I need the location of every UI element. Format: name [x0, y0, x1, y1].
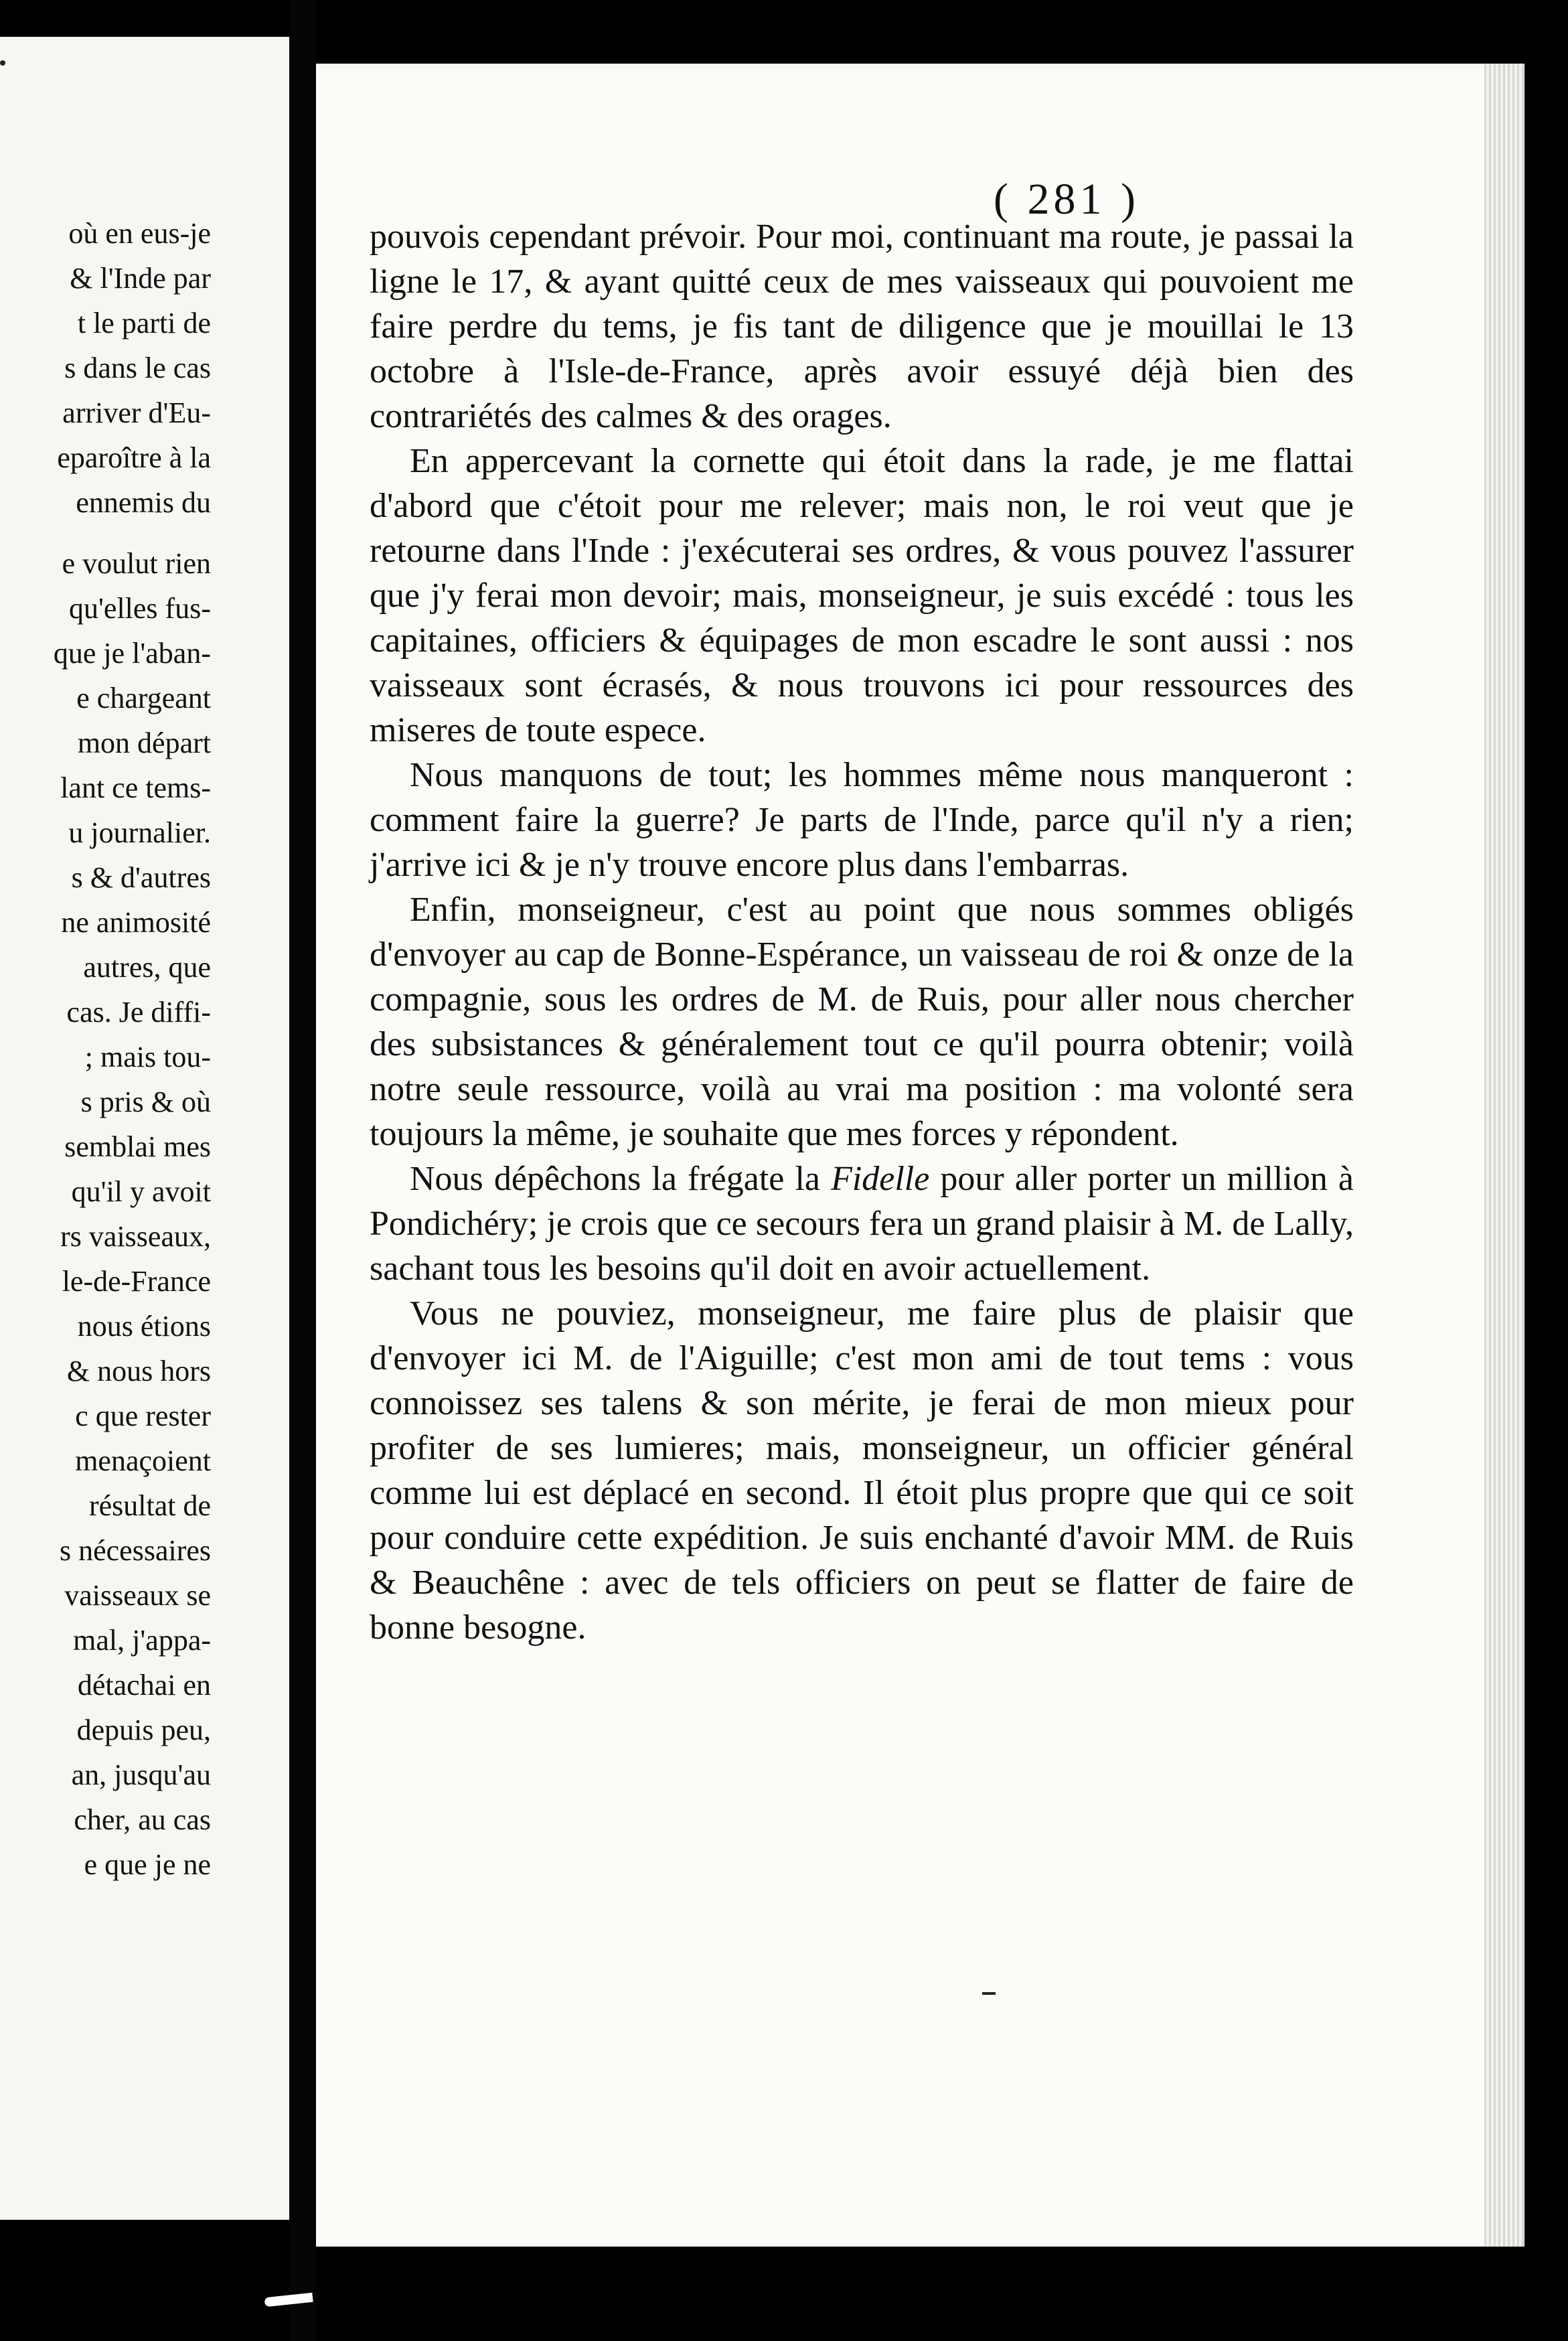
left-line: autres, que: [83, 951, 211, 984]
left-line: mon départ: [77, 727, 211, 759]
left-line: lant ce tems-: [60, 771, 211, 804]
left-line: nous étions: [77, 1310, 211, 1343]
left-line: ; mais tou-: [84, 1041, 211, 1073]
left-line: an, jusqu'au: [71, 1758, 211, 1791]
left-line: détachai en: [77, 1669, 211, 1702]
left-line: t le parti de: [77, 307, 211, 339]
left-line: c que rester: [75, 1400, 211, 1432]
left-line: le-de-France: [62, 1265, 211, 1298]
page-edge: [1484, 64, 1524, 2247]
left-line: vaisseaux se: [64, 1579, 211, 1612]
left-line: s dans le cas: [64, 352, 211, 384]
left-line: rs vaisseaux,: [60, 1220, 211, 1253]
left-page-text: [0, 211, 211, 1887]
left-line: semblai mes: [64, 1130, 211, 1163]
paragraph: Vous ne pouviez, monseigneur, me faire plus de plaisir que d'envoyer ici M. de l'Aiguille; c'est mon ami de tout tems : vous connoissez ses talens & son mérite, je ferai de mon mieux pour profiter de ses lumieres; mais, monseigneur, un officier général comme lui est déplacé en second. Il étoit plus propre que qui ce soit pour conduire cette expédition. Je suis enchanté d'avoir MM. de Ruis & Beauchêne : avec de tels officiers on peut se flatter de faire de bonne besogne.: [370, 1294, 1354, 1647]
left-line: qu'il y avoit: [71, 1175, 211, 1208]
left-line: s & d'autres: [71, 861, 211, 894]
main-page-text: [370, 214, 1354, 1650]
paragraph: Nous manquons de tout; les hommes même nous manqueront : comment faire la guerre? Je parts de l'Inde, parce qu'il n'y a rien; j'arrive ici & je n'y trouve encore plus dans l'embarras.: [370, 756, 1354, 884]
paragraph: pouvois cependant prévoir. Pour moi, continuant ma route, je passai la ligne le 17, & ayant quitté ceux de mes vaisseaux qui pouvoient me faire perdre du tems, je fis tant de diligence que je mouillai le 13 octobre à l'Isle-de-France, après avoir essuyé déjà bien des contrariétés des calmes & des orages.: [370, 218, 1354, 435]
left-line: u journalier.: [68, 816, 211, 849]
left-line: s pris & où: [80, 1085, 211, 1118]
left-line: que je l'aban-: [53, 637, 211, 670]
left-line: eparoître à la: [57, 441, 211, 474]
left-line: e chargeant: [76, 682, 211, 714]
left-line: ennemis du: [76, 486, 211, 519]
left-line: menaçoient: [75, 1444, 211, 1477]
paragraph-fidelle: Nous dépêchons la frégate la Fidelle pour aller porter un million à Pondichéry; je crois que ce secours fera un grand plaisir à M. de Lally, sachant tous les besoins qu'il doit en avoir actuellement.: [370, 1160, 1354, 1288]
left-line: où en eus-je: [68, 217, 211, 250]
left-line: & nous hors: [66, 1355, 211, 1387]
left-line: depuis peu,: [76, 1714, 211, 1746]
left-line: qu'elles fus-: [69, 592, 211, 625]
left-line: cher, au cas: [74, 1803, 211, 1836]
left-line: e que je ne: [84, 1848, 211, 1881]
left-line: e voulut rien: [62, 547, 211, 580]
main-page: [316, 64, 1524, 2247]
left-line: & l'Inde par: [70, 262, 211, 295]
ship-name: Fidelle: [831, 1160, 930, 1198]
book-gutter: [289, 0, 316, 2341]
left-line: ne animosité: [61, 906, 211, 939]
ink-dot: [0, 60, 5, 66]
left-facing-page: [0, 37, 293, 2220]
page-number: ( 281 ): [994, 175, 1140, 224]
paragraph: Enfin, monseigneur, c'est au point que nous sommes obligés d'envoyer au cap de Bonne-Espérance, un vaisseau de roi & onze de la compagnie, sous les ordres de M. de Ruis, pour aller nous chercher des subsistances & généralement tout ce qu'il pourra obtenir; voilà notre seule ressource, voilà au vrai ma position : ma volonté sera toujours la même, je souhaite que mes forces y répondent.: [370, 891, 1354, 1153]
paragraph: En appercevant la cornette qui étoit dans la rade, je me flattai d'abord que c'étoit pour me relever; mais non, le roi veut que je retourne dans l'Inde : j'exécuterai ses ordres, & vous pouvez l'assurer que j'y ferai mon devoir; mais, monseigneur, je suis excédé : tous les capitaines, officiers & équipages de mon escadre le sont aussi : nos vaisseaux sont écrasés, & nous trouvons ici pour ressources des miseres de toute espece.: [370, 442, 1354, 749]
left-line: arriver d'Eu-: [62, 396, 211, 429]
left-line: s nécessaires: [59, 1534, 211, 1567]
left-line: mal, j'appa-: [73, 1624, 211, 1657]
closing-dash: [982, 1992, 996, 1995]
left-line: résultat de: [88, 1489, 211, 1522]
left-line: cas. Je diffi-: [66, 996, 211, 1029]
